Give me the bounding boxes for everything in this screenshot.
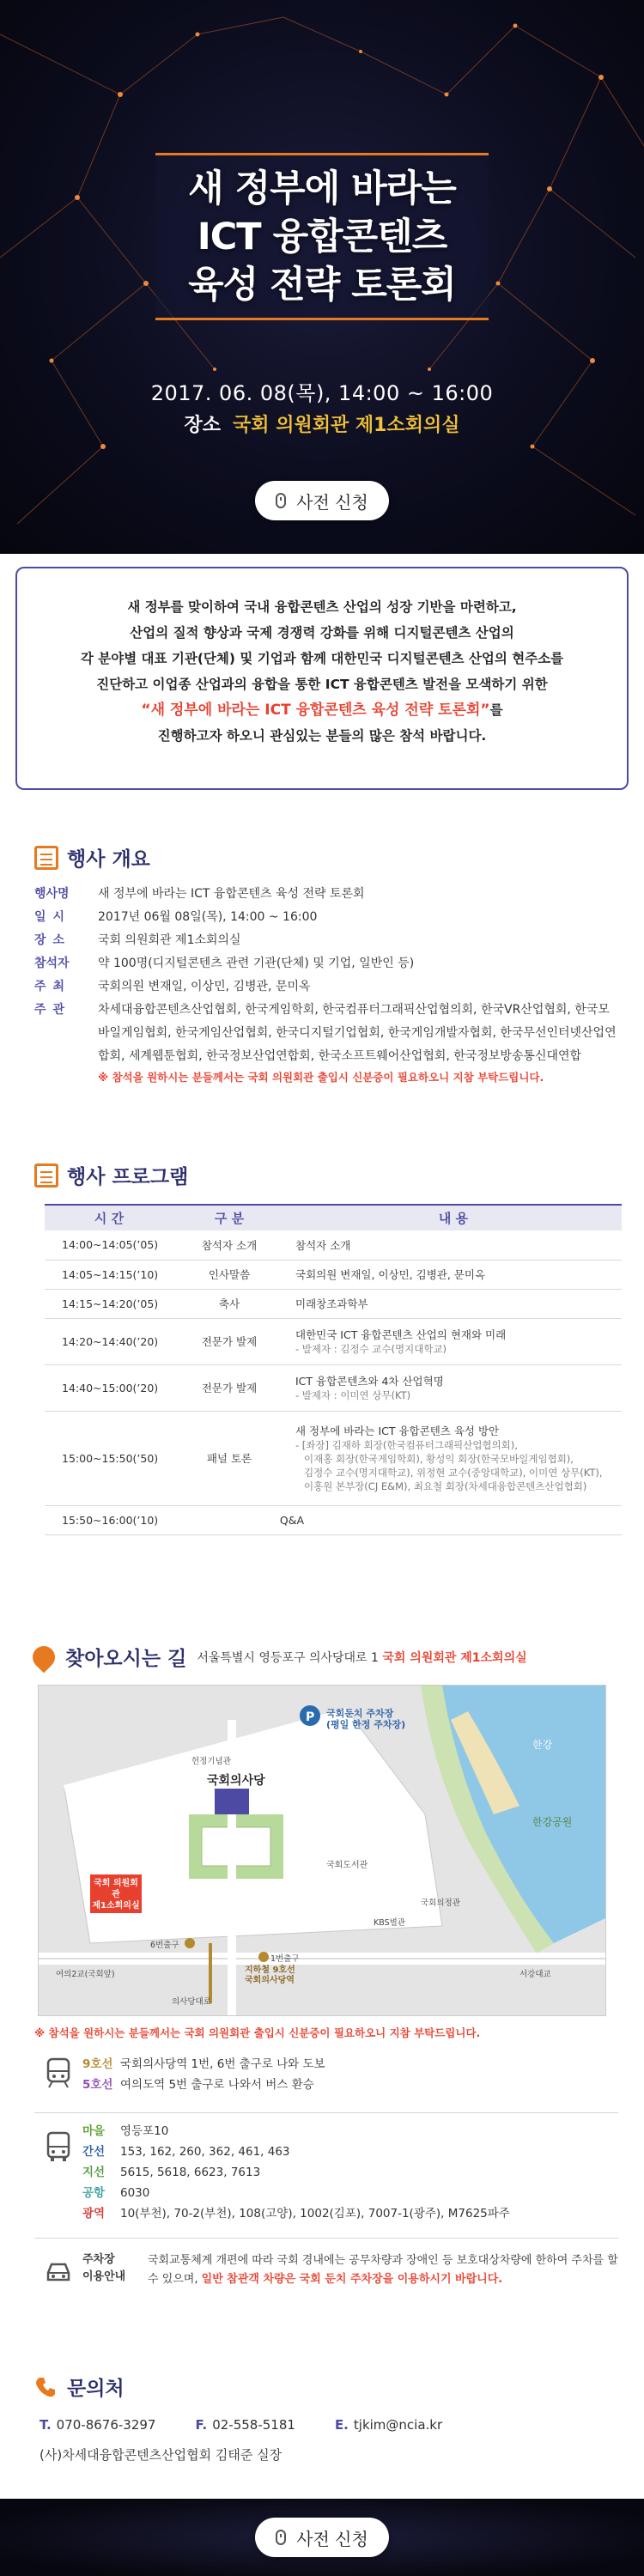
- program-content-sub: 이재홍 회장(한국게임학회), 황성익 회장(한국모바일게임협회),: [304, 1453, 574, 1465]
- program-type: 패널 토론: [173, 1411, 285, 1505]
- overview-row: [34, 999, 618, 1068]
- subway-line-9: [82, 2054, 618, 2075]
- program-content-sub: - 발제자 : 김정수 교수(명지대학교): [295, 1343, 447, 1355]
- subway-line-label: 9호선: [82, 2057, 113, 2071]
- map-label-annex: 국회의정관: [421, 1899, 460, 1908]
- bus-routes: 영등포10: [120, 2124, 169, 2138]
- intro-line-3: 각 분야별 대표 기관(단체) 및 기업과 함께 대한민국 디지털콘텐츠 산업의 현주소를: [80, 651, 564, 666]
- map-label-library: 국회도서관: [326, 1861, 368, 1870]
- mouse-icon: [276, 2530, 286, 2545]
- car-icon: [34, 2251, 82, 2289]
- subway-line-desc: 국회의사당역 1번, 6번 출구로 나와 도보: [120, 2057, 325, 2071]
- address-prefix: 서울특별시 영등포구 의사당대로 1: [197, 1650, 379, 1665]
- phone-value: 070-8676-3297: [56, 2417, 156, 2433]
- contact-fax: [195, 2417, 295, 2433]
- bus-type: 공항: [82, 2186, 106, 2200]
- intro-box: [15, 567, 629, 790]
- overview-row: [34, 952, 618, 975]
- overview-key: 주최: [34, 980, 72, 993]
- overview-row: [34, 883, 618, 906]
- venue-value: 국회 의원회관 제1소회의실: [233, 415, 460, 436]
- program-type: 참석자 소개: [173, 1230, 285, 1260]
- address-venue: 국회 의원회관 제1소회의실: [382, 1650, 527, 1665]
- bus-row: [82, 2162, 618, 2183]
- program-content-line: ICT 융합콘텐츠와 4차 산업혁명: [295, 1375, 444, 1388]
- bus-row: [82, 2142, 618, 2162]
- overview-key: 행사명: [34, 887, 70, 901]
- event-venue: [0, 410, 644, 437]
- location-map[interactable]: [38, 1685, 606, 2016]
- program-type: 전문가 발제: [173, 1364, 285, 1411]
- subway-line-desc: 여의도역 5번 출구로 나와서 버스 환승: [120, 2078, 314, 2092]
- map-label-parking: 국회둔치 주차장 (평일 한정 주차장): [326, 1708, 406, 1730]
- fax-label: F.: [195, 2417, 208, 2433]
- map-label-hangang-park: 한강공원: [532, 1816, 573, 1828]
- overview-row: [34, 975, 618, 999]
- map-label-kbs: KBS별관: [374, 1918, 405, 1928]
- bus-row: [82, 2121, 618, 2142]
- directions-title: 찾아오시는 길: [65, 1648, 187, 1670]
- email-label: E.: [334, 2417, 349, 2433]
- program-content-sub: 이홍원 본부장(CJ E&M), 최요철 회장(차세대융합콘텐츠산업협회): [304, 1480, 587, 1492]
- program-time: 15:50~16:00(’10): [45, 1505, 173, 1534]
- overview-row: [34, 906, 618, 929]
- program-table: [45, 1204, 622, 1535]
- title-line-3: 육성 전략 토론회: [188, 263, 456, 307]
- phone-icon: [34, 2376, 57, 2398]
- program-header-type: 구 분: [173, 1205, 285, 1230]
- parking-text: [148, 2251, 618, 2289]
- parking-label: 주차장 이용안내: [82, 2253, 126, 2283]
- map-label-station: 지하철 9호선 국회의사당역: [245, 1965, 295, 1985]
- overview-note: ※ 참석을 원하시는 분들께서는 국회 의원회관 출입시 신분증이 필요하오니 지참 부탁드립니다.: [98, 1071, 544, 1084]
- program-time: 14:05~14:15(’10): [45, 1260, 173, 1289]
- bus-type: 지선: [82, 2166, 106, 2179]
- subway-icon: [34, 2054, 82, 2092]
- subway-info: [34, 2054, 618, 2095]
- program-content-sub: - 발제자 : 이미연 상무(KT): [295, 1389, 411, 1401]
- venue-label: 장소: [184, 415, 222, 436]
- bus-routes: 10(부천), 70-2(부천), 108(고양), 1002(김포), 7007-1(광주), M7625파주: [120, 2207, 510, 2221]
- parking-desc: 국회교통체계 개편에 따라 국회 경내에는 공무차량과 장애인 등 보호대상차량에 한하여 주차를 할 수 있으며,: [148, 2254, 618, 2286]
- program-content-sub: 김정수 교수(명지대학교), 위정현 교수(중앙대학교), 이미연 상무(KT),: [304, 1467, 603, 1479]
- program-header-content: 내 용: [285, 1205, 622, 1230]
- bus-type: 간선: [82, 2145, 106, 2159]
- document-icon: [34, 846, 58, 870]
- overview-key: 장소: [34, 933, 72, 947]
- overview-heading: [34, 843, 150, 872]
- title-line-2: ICT 융합콘텐츠: [197, 215, 447, 258]
- map-label-yeouido: 여의2교(국회앞): [56, 1970, 115, 1979]
- contact-title: 문의처: [67, 2378, 125, 2400]
- bus-info: [34, 2121, 618, 2224]
- program-time: 14:00~14:05(’05): [45, 1230, 173, 1260]
- overview-list: [34, 883, 618, 1087]
- register-label: 사전 신청: [296, 491, 368, 513]
- program-content-line: 새 정부에 바라는 ICT 융합콘텐츠 육성 방안: [295, 1425, 500, 1437]
- parking-info: [34, 2251, 618, 2289]
- overview-value: 차세대융합콘텐츠산업협회, 한국게임학회, 한국컴퓨터그래픽산업협의회, 한국VR산업협회, 한국모바일게임협회, 한국게임산업협회, 한국디지털기업협회, 한국게임개발자협회, 한국무선인터넷산업연합회, 세계웹툰협회, 한국정보산업연합회, 한국소프트웨어산업협회, 한국정보방송통신대연합: [98, 1003, 617, 1063]
- intro-line-2: 산업의 질적 향상과 국제 경쟁력 강화를 위해 디지털콘텐츠 산업의: [130, 625, 514, 641]
- program-content-sub: - [좌장] 김재하 회장(한국컴퓨터그래픽산업협의회),: [295, 1439, 518, 1451]
- overview-key: 주관: [34, 1003, 72, 1017]
- intro-line-1: 새 정부를 맞이하여 국내 융합콘텐츠 산업의 성장 기반을 마련하고,: [127, 599, 517, 615]
- bus-icon: [34, 2121, 82, 2172]
- location-pin-icon: [28, 1641, 60, 1673]
- table-row: [45, 1505, 622, 1534]
- bus-routes: 153, 162, 260, 362, 461, 463: [120, 2145, 290, 2159]
- directions-heading: [33, 1643, 527, 1671]
- contact-heading: [34, 2372, 125, 2401]
- program-content: 국회의원 변재일, 이상민, 김병관, 문미옥: [285, 1260, 622, 1289]
- program-type: 축사: [173, 1289, 285, 1318]
- table-row: [45, 1364, 622, 1411]
- map-label-gate: 헌정기념관: [191, 1757, 231, 1766]
- program-title: 행사 프로그램: [67, 1166, 189, 1188]
- address: [197, 1649, 526, 1666]
- program-content: 미래창조과학부: [285, 1289, 622, 1318]
- bus-row: [82, 2183, 618, 2203]
- overview-key: 일시: [34, 910, 72, 924]
- program-time: 14:20~14:40(’20): [45, 1318, 173, 1364]
- overview-value: 국회의원 변재일, 이상민, 김병관, 문미옥: [98, 980, 311, 993]
- program-time: 14:15~14:20(’05): [45, 1289, 173, 1318]
- contact-phone: [39, 2417, 155, 2433]
- hero-banner: [0, 0, 644, 554]
- bus-routes: 5615, 5618, 6623, 7613: [120, 2166, 261, 2179]
- event-date: 2017. 06. 08(목), 14:00 ~ 16:00: [150, 381, 494, 405]
- program-content: [285, 1411, 622, 1505]
- bus-row: [82, 2203, 618, 2224]
- program-time: 15:00~15:50(’50): [45, 1411, 173, 1505]
- fax-value: 02-558-5181: [212, 2417, 295, 2433]
- divider: [34, 2112, 618, 2113]
- table-row: [45, 1230, 622, 1260]
- program-content: [285, 1364, 622, 1411]
- program-heading: [34, 1161, 188, 1189]
- bus-routes: 6030: [120, 2186, 150, 2200]
- map-label-seogang: 서강대교: [519, 1970, 551, 1979]
- overview-value: 약 100명(디지털콘텐츠 관련 기관(단체) 및 기업, 일반인 등): [98, 957, 415, 970]
- map-label-road: 의사당대로: [172, 1997, 211, 2007]
- overview-row: [34, 929, 618, 952]
- overview-value: 국회 의원회관 제1소회의실: [98, 933, 241, 947]
- table-row: [45, 1289, 622, 1318]
- intro-highlight: “새 정부에 바라는 ICT 융합콘텐츠 육성 전략 토론회”: [141, 702, 490, 719]
- intro-line-4: 진단하고 이업종 산업과의 융합을 통한 ICT 융합콘텐츠 발전을 모색하기 위한: [96, 677, 548, 692]
- table-row: [45, 1318, 622, 1364]
- map-label-exit1: 1번출구: [270, 1954, 300, 1964]
- program-time: 14:40~15:00(’20): [45, 1364, 173, 1411]
- divider: [34, 2238, 618, 2239]
- bus-type: 광역: [82, 2207, 106, 2221]
- program-content: 참석자 소개: [285, 1230, 622, 1260]
- subway-line-5: [82, 2075, 618, 2095]
- map-label-venue: 국회 의원회관 제1소회의실: [92, 1879, 140, 1911]
- map-note: ※ 참석을 원하시는 분들께서는 국회 의원회관 출입시 신분증이 필요하오니 지참 부탁드립니다.: [34, 2026, 481, 2039]
- intro-highlight-line: [17, 697, 627, 723]
- table-row: [45, 1411, 622, 1505]
- register-label: 사전 신청: [296, 2528, 368, 2549]
- register-button-top[interactable]: [255, 481, 389, 520]
- intro-highlight-suffix: 를: [489, 702, 503, 718]
- contact-email[interactable]: [335, 2417, 442, 2433]
- intro-line-last: 진행하고자 하오니 관심있는 분들의 많은 참석 바랍니다.: [157, 728, 487, 744]
- overview-value: 새 정부에 바라는 ICT 융합콘텐츠 육성 전략 토론회: [98, 887, 365, 901]
- program-header-time: 시 간: [45, 1205, 173, 1230]
- parking-highlight: 일반 참관객 차량은 국회 둔치 주차장을 이용하시기 바랍니다.: [201, 2273, 503, 2286]
- overview-key: 참석자: [34, 957, 70, 970]
- clipboard-icon: [34, 1163, 58, 1188]
- phone-label: T.: [39, 2417, 52, 2433]
- program-type: 인사말씀: [173, 1260, 285, 1289]
- map-label-hangang: 한강: [532, 1739, 553, 1751]
- map-label-exit6: 6번출구: [150, 1941, 179, 1950]
- register-button-bottom[interactable]: [255, 2518, 389, 2557]
- program-type: 전문가 발제: [173, 1318, 285, 1364]
- overview-title: 행사 개요: [67, 848, 150, 871]
- table-row: [45, 1260, 622, 1289]
- title-line-1: 새 정부에 바라는: [188, 167, 456, 210]
- contact-organization: (사)차세대융합콘텐츠산업협회 김태준 실장: [39, 2447, 283, 2463]
- mouse-icon: [276, 493, 286, 508]
- email-value: tjkim@ncia.kr: [353, 2417, 443, 2433]
- program-type: Q&A: [173, 1505, 622, 1534]
- subway-line-label: 5호선: [82, 2078, 113, 2092]
- contact-details: [39, 2417, 442, 2433]
- bus-type: 마을: [82, 2124, 106, 2138]
- program-content: [285, 1318, 622, 1364]
- overview-value: 2017년 06월 08일(목), 14:00 ~ 16:00: [98, 910, 318, 924]
- map-label-assembly: 국회의사당: [207, 1774, 265, 1788]
- footer-banner: [0, 2499, 644, 2576]
- event-title: [155, 153, 489, 320]
- svg-text:P: P: [306, 1710, 315, 1724]
- program-content-line: 대한민국 ICT 융합콘텐츠 산업의 현재와 미래: [295, 1328, 507, 1341]
